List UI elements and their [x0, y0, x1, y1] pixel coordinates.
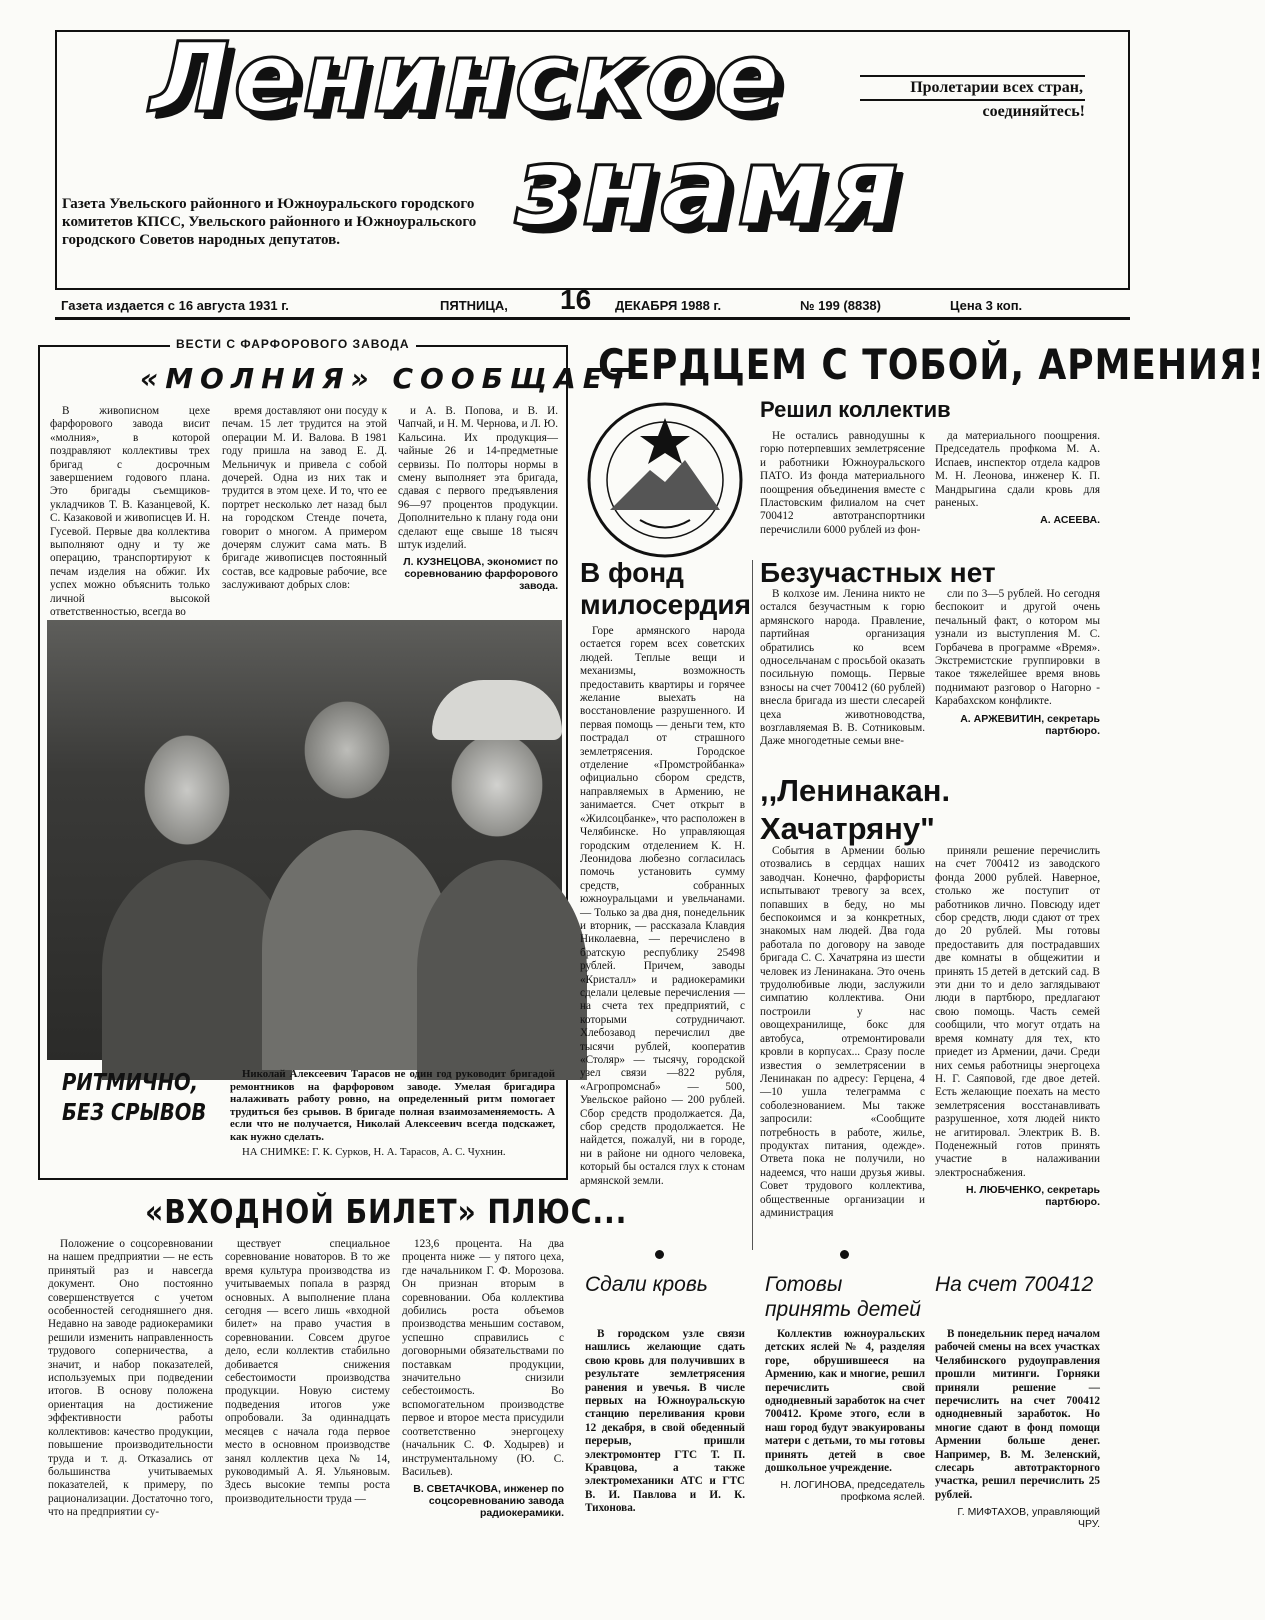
account-signature: Г. МИФТАХОВ, управляющий ЧРУ.	[957, 1506, 1100, 1531]
molnia-signature: Л. КУЗНЕЦОВА, экономист по соревнованию фарфорового завода.	[403, 556, 558, 593]
workers-photo	[47, 620, 562, 1060]
reshil-col2: да материального поощрения. Председатель профкома М. А. Испаев, инспектор отдела кадров М. Н. Леонова, инженер К. П. Мандрыгина сдали кровь для раненых. А. АСЕЕВА.	[935, 430, 1100, 527]
bez-headline: Безучастных нет	[760, 557, 996, 588]
molnia-col2: время доставляют они посуду к печам. 15 лет трудится на этой операции М. И. Валова. В 1981 году пришла на завод Е. Д. Мельничук и привела с собой дочерей. Одна из них так и трудится в этом цехе. И то, что ее портрет несколько лет назад был на городском Стенде почета, говорит о многом. А примером дочерям служит сама мать. В бригаде живописцев постоянный состав, все кадровые рабочие, все заслуживают добрых слов:	[222, 405, 387, 592]
day-number: 16	[560, 284, 592, 315]
ticket-col1: Положение о соцсоревновании на нашем предприятии — не есть принятый раз и навсегда документ. Оно постоянно совершенствуется с учетом особенностей сегодняшнего дня. Недавно на заводе радиокерамики решили изменить направленность трудового соперничества, а значит, и набор показателей, используемых при подведении итогов. В основу положена ориентация на достижение эффективности работы коллективов: качество продукции, повышение производительности труда и т. д. Отказались от большинства учитываемых показателей, к примеру, по рационализации. Достаточно того, что на предприятии су-	[48, 1238, 213, 1519]
motto	[860, 75, 1085, 123]
ticket-col3: 123,6 процента. На два процента ниже — у пятого цеха, где начальником Г. Ф. Морозова. Он признан вторым в соревновании. Оба коллектива добились роста объемов производства меньшим составом, успешно справились с договорными обязательствами по поставкам продукции, значительно снизили себестоимость. Во вспомогательном производстве первое и второе места присудили соответственно энергоцеху (начальник С. Ф. Ходырев) и инструментальному (Ю. С. Васильев). В. СВЕТАЧКОВА, инженер по соцсоревнованию завода радиокерамики.	[402, 1238, 564, 1520]
reshil-headline: Решил коллектив	[760, 397, 951, 422]
leninakan-col1: События в Армении болью отозвались в сердцах наших заводчан. Конечно, фарфористы испытывают тревогу за всех, попавших в беду, но мы беспокоимся и за конкретных, знакомых нам людей. Два года работала по договору на заводе бригада С. С. Хачатряна из шести человек из Ленинакана. Это очень трудолюбивые люди, заслужили симпатию коллектива. Они построили у нас овощехранилище, бокс для автобуса, отремонтировали кровли в корпусах... Сразу после известия о землетрясении в Ленинакан по адресу: Герцена, 4—10 ушла телеграмма с соболезнованием. Мы также запросили: «Сообщите потребность в работе, жилье, продуктах питания, одежде». Ответа пока не получили, но надеемся, что наши друзья живы. Совет трудового коллектива, общественные организации и администрация	[760, 845, 925, 1219]
month-year: ДЕКАБРЯ 1988 г.	[615, 298, 722, 313]
children-headline: Готовы принять детей	[765, 1273, 921, 1321]
ticket-signature: В. СВЕТАЧКОВА, инженер по соцсоревнованию завода радиокерамики.	[413, 1483, 564, 1520]
motto-line1: Пролетарии всех стран,	[860, 75, 1085, 101]
account-text: В понедельник перед началом рабочей смены на всех участках Челябинского рудоуправления прошли митинги. Горняки приняли решение — перечислить на счет 700412 однодневный заработок. Но многие сдают в фонд помощи Армении больше денег. Например, В. М. Зеленский, слесарь автотракторного участка, решил перечислить 25 рублей. Г. МИФТАХОВ, управляющий ЧРУ.	[935, 1328, 1100, 1531]
bez-col2: сли по 3—5 рублей. Но сегодня беспокоит и другой очень печальный факт, о котором мы узнали из выступления М. С. Горбачева в программе «Время». Экстремистские группировки в такое тяжелейшее время вновь поднимают разговор о Нагорно - Карабахском конфликте. А. АРЖЕВИТИН, секретарь партбюро.	[935, 588, 1100, 737]
photo-story-headline: РИТМИЧНО, БЕЗ СРЫВОВ	[62, 1070, 207, 1126]
leninakan-signature: Н. ЛЮБЧЕНКО, секретарь партбюро.	[965, 1184, 1100, 1209]
leninakan-col2: приняли решение перечислить на счет 700412 из заводского фонда 2000 рублей. Наверное, столько же поступит от работников лично. Повсюду идет сбор средств, люди сдают от трех до 20 рублей. Мы готовы предоставить для пострадавших две комнаты в общежитии и принять 15 детей в детский сад. В эти дни то и дело заглядывают люди в партбюро, предлагают свою помощь. Часть семей сообщили, что могут отдать на время комнату для тех, кто приедет из Армении, дачи. Среди них семья работницы энергоцеха Н. Г. Саяповой, где двое детей. Есть желающие поехать на место землетрясения восстанавливать разрушенное, хотя людей никто не агитировал. Электрик В. В. Поденежный готов принять участие в налаживании электроснабжения. Н. ЛЮБЧЕНКО, секретарь партбюро.	[935, 845, 1100, 1209]
publisher-info: Газета Увельского районного и Южноуральского городского комитетов КПСС, Увельского районного и Южноуральского городского Советов народных депутатов.	[62, 196, 477, 248]
bullet-dot	[840, 1250, 849, 1259]
molnia-col3: и А. В. Попова, и В. И. Чапчай, и Н. М. Чернова, и Л. Ю. Кальсина. Их продукция—чайные 26 и 14-предметные сервизы. По полторы нормы в смену выполняет эта бригада, сдавая с первого предъявления 96—97 процентов продукции. Дополнительно к плану года они сделают еще свыше 18 тысяч штук изделий. Л. КУЗНЕЦОВА, экономист по соревнованию фарфорового завода.	[398, 405, 558, 593]
bullet-dot	[655, 1250, 664, 1259]
bez-col1: В колхозе им. Ленина никто не остался безучастным к горю армянского народа. Правление, партийная организация обратились ко всем односельчанам с просьбой оказать посильную помощь. Первые взносы на счет 700412 (60 рублей) внесла бригада из шести слесарей цеха животноводства, возглавляемая В. В. Сотниковым. Даже многодетные семьи вне-	[760, 588, 925, 748]
bez-signature: А. АРЖЕВИТИН, секретарь партбюро.	[960, 712, 1100, 737]
armenia-headline: СЕРДЦЕМ С ТОБОЙ, АРМЕНИЯ!	[598, 340, 1265, 389]
molnia-col1: В живописном цехе фарфорового завода висит «молния», в которой поздравляют коллективы трех бригад с досрочным завершением годового плана. Это бригады съемщиков-укладчиков Т. В. Казанцевой, К. С. Казаковой и живописцев И. Н. Гусевой. Первые два коллектива выполняют одну и ту же операцию, транспортируют к печам изделия на обжиг. Их успех можно объяснить только личной высокой ответственностью, всегда во	[50, 405, 210, 619]
dateline	[55, 284, 1130, 320]
ticket-col2: ществует специальное соревнование новаторов. В то же время культура производства из учитываемых попала в разряд основных. А выполнение плана сегодня — всего лишь «входной билет» на право участия в соревновании. Совсем другое дело, если коллектив стабильно добивается снижения себестоимости производства продукции. Новую систему подведения итогов уже опробовали. За одиннадцать месяцев с начала года первое место в основном производстве занял коллектив цеха № 14, руководимый А. Я. Ульяновым. Здесь высокие темпы роста производительности труда —	[225, 1238, 390, 1505]
ticket-headline: «ВХОДНОЙ БИЛЕТ» ПЛЮС...	[145, 1192, 628, 1231]
reshil-signature: А. АСЕЕВА.	[1040, 514, 1100, 527]
children-signature: Н. ЛОГИНОВА, председатель профкома яслей.	[780, 1479, 925, 1504]
issue-number: № 199 (8838)	[800, 298, 881, 313]
armenia-emblem-icon	[580, 400, 750, 560]
molnia-headline: «МОЛНИЯ» СООБЩАЕТ	[140, 362, 636, 395]
children-text: Коллектив южноуральских детских яслей № 4, разделяя горе, обрушившееся на Армению, как и многие, решил перечислить свой однодневный заработок на счет 700412. Кроме этого, если в наш город будут эвакуированы матери с детьми, то мы готовы принять детей в свое дошкольное учреждение. Н. ЛОГИНОВА, председатель профкома яслей.	[765, 1328, 925, 1504]
blood-text: В городском узле связи нашлись желающие сдать свою кровь для получивших в результате землетрясения ранения и увечья. В числе первых на Южноуральскую станцию переливания крови 12 декабря, в свой обеденный перерыв, пришли электромонтер ГТС Т. П. Кравцова, а также электромеханики АТС и ГТС В. И. Павлова и И. К. Тихонова.	[585, 1328, 745, 1515]
blood-headline: Сдали кровь	[585, 1273, 708, 1296]
fond-text: Горе армянского народа остается горем всех советских людей. Теплые вещи и механизмы, возможность предоставить квартиры и горячее желание выехать на восстановление разрушенного. И первая помощь — деньги тем, кто пострадал от страшного землетрясения. Городское отделение «Промстройбанка» официально сбором средств, направляемых в Армению, не занимается. Счет открыт в «Жилсоцбанке», что расположен в Челябинске. Но управляющая городским отделением К. Н. Леонидова любезно согласилась помочь установить сумму средств, собранных южноуральцами и увельчанами. — Только за два дня, понедельник и вторник, — рассказала Клавдия Николаевна, — перечислено в братскую республику 25498 рублей. Причем, заводы «Кристалл» и радиокерамики сделали целевые перечисления — на счета тех предприятий, с которыми сотрудничают. Хлебозавод перечислил две тысячи рублей, кооператив «Столяр» — тысячу, городской узел связи —822 рубля, «Агропромснаб» — 500, Увельское районо — 200 рублей. Сбор средств продолжается. Да, сбор средств продолжается. Не найдется, пожалуй, ни в городе, ни в районе ни одного человека, который бы остался глух к стонам армянской земли.	[580, 625, 745, 1187]
column-rule	[752, 560, 753, 1250]
section-kicker: ВЕСТИ С ФАРФОРОВОГО ЗАВОДА	[170, 337, 416, 351]
photo-caption: НА СНИМКЕ: Г. К. Сурков, Н. А. Тарасов, А. С. Чухнин.	[242, 1145, 506, 1158]
reshil-col1: Не остались равнодушны к горю потерпевших землетрясение и работники Южноуральского ПАТО. Из фонда материального поощрения объединения вместе с Пластовским филиалом на счет 700412 автотранспортники перечислили 6000 рублей из фон-	[760, 430, 925, 536]
photo-story-text: Николай Алексеевич Тарасов не один год руководит бригадой ремонтников на фарфоровом заводе. Умелая бригадира налаживать работу ровно, на определенный ритм помогает трудиться без срывов. В бригаде полная взаимозаменяемость. А если что не получается, Николай Алексеевич всегда подскажет, как нужно сделать. НА СНИМКЕ: Г. К. Сурков, Н. А. Тарасов, А. С. Чухнин.	[230, 1068, 555, 1158]
price: Цена 3 коп.	[950, 298, 1023, 313]
weekday: ПЯТНИЦА,	[440, 298, 508, 313]
newspaper-title-line1: Ленинское	[150, 22, 784, 134]
newspaper-title-line2: знамя	[515, 125, 903, 250]
fond-headline: В фонд милосердия	[580, 557, 751, 620]
motto-line2: соединяйтесь!	[982, 103, 1085, 120]
leninakan-headline: ,,Ленинакан. Хачатряну"	[760, 773, 951, 846]
founded-note: Газета издается с 16 августа 1931 г.	[61, 298, 289, 313]
account-headline: На счет 700412	[935, 1273, 1094, 1296]
